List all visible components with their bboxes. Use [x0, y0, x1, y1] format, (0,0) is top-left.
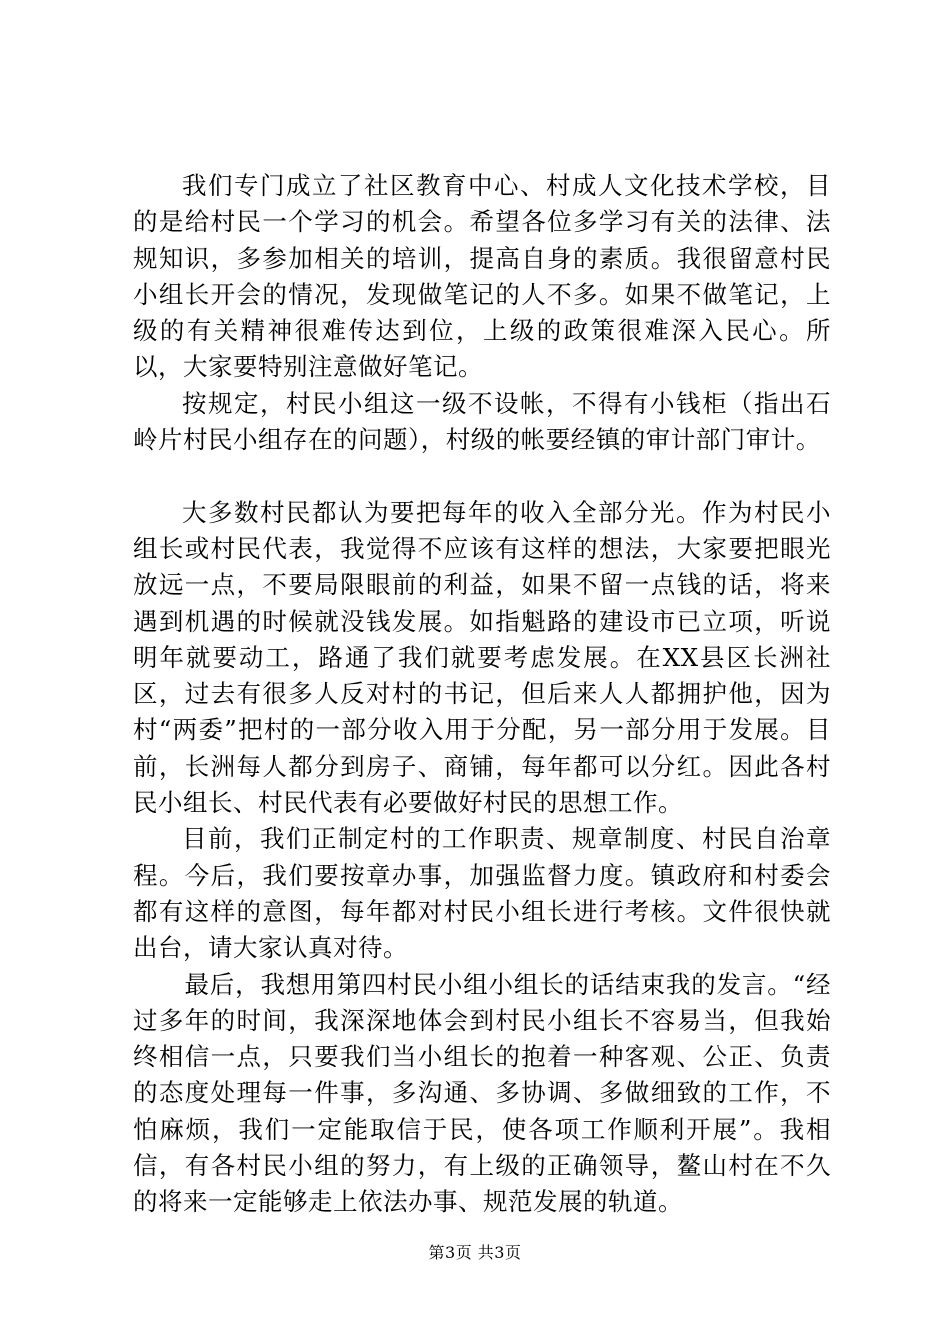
- page-indicator: 第3页 共3页: [428, 1243, 522, 1262]
- paragraph-education: 我们专门成立了社区教育中心、村成人文化技术学校，目的是给村民一个学习的机会。希望各位多学习有关的法律、法规知识，多参加相关的培训，提高自身的素质。我很留意村民小组长开会的情况，发现做笔记的人不多。如果不做笔记，上级的有关精神很难传达到位，上级的政策很难深入民心。所以，大家要特别注意做好笔记。: [133, 171, 831, 382]
- paragraph-closing: 最后，我想用第四村民小组小组长的话结束我的发言。“经过多年的时间，我深深地体会到村民小组长不容易当，但我始终相信一点，只要我们当小组长的抱着一种客观、公正、负责的态度处理每一件事，多沟通、多协调、多做细致的工作，不怕麻烦，我们一定能取信于民，使各项工作顺利开展”。我相信，有各村民小组的努力，有上级的正确领导，鳌山村在不久的将来一定能够走上依法办事、规范发展的轨道。: [133, 969, 831, 1217]
- paragraph-accounts: 按规定，村民小组这一级不设帐，不得有小钱柜（指出石岭片村民小组存在的问题），村级的帐要经镇的审计部门审计。: [133, 388, 831, 455]
- paragraph-income: 大多数村民都认为要把每年的收入全部分光。作为村民小组长或村民代表，我觉得不应该有这样的想法，大家要把眼光放远一点，不要局限眼前的利益，如果不留一点钱的话，将来遇到机遇的时候就没钱发展。如指魁路的建设市已立项，听说明年就要动工，路通了我们就要考虑发展。在XX县区长洲社区，过去有很多人反对村的书记，但后来人人都拥护他，因为村“两委”把村的一部分收入用于分配，另一部分用于发展。目前，长洲每人都分到房子、商铺，每年都可以分红。因此各村民小组长、村民代表有必要做好村民的思想工作。: [133, 497, 831, 818]
- page-footer: [0, 1242, 950, 1264]
- paragraph-spacer: [133, 458, 831, 494]
- paragraph-regulations: 目前，我们正制定村的工作职责、规章制度、村民自治章程。今后，我们要按章办事，加强监督力度。镇政府和村委会都有这样的意图，每年都对村民小组长进行考核。文件很快就出台，请大家认真对待。: [133, 824, 831, 963]
- document-body: [133, 168, 831, 1221]
